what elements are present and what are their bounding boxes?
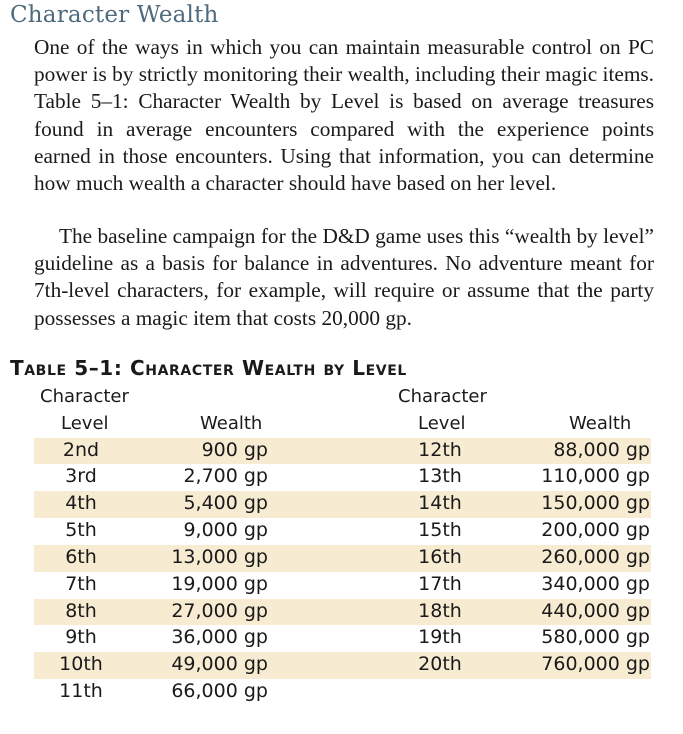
left-level-header-line1: Character bbox=[40, 386, 129, 407]
wealth-cell: 2,700 gp bbox=[183, 465, 268, 488]
level-cell: 3rd bbox=[65, 465, 97, 488]
section-title: Character Wealth bbox=[10, 2, 219, 28]
level-cell: 20th bbox=[418, 653, 462, 676]
wealth-cell: 900 gp bbox=[201, 438, 268, 461]
level-cell: 17th bbox=[418, 572, 462, 595]
level-cell: 9th bbox=[65, 626, 97, 649]
wealth-cell: 27,000 gp bbox=[171, 599, 268, 622]
wealth-cell: 760,000 gp bbox=[541, 653, 650, 676]
level-cell: 5th bbox=[65, 519, 97, 542]
level-cell: 19th bbox=[418, 626, 462, 649]
right-level-header-line1: Character bbox=[398, 386, 487, 407]
wealth-cell: 9,000 gp bbox=[183, 519, 268, 542]
level-cell: 14th bbox=[418, 492, 462, 515]
wealth-cell: 19,000 gp bbox=[171, 572, 268, 595]
level-cell: 18th bbox=[418, 599, 462, 622]
wealth-cell: 200,000 gp bbox=[541, 519, 650, 542]
level-cell: 6th bbox=[65, 545, 97, 568]
wealth-cell: 580,000 gp bbox=[541, 626, 650, 649]
body-paragraph-2: The baseline campaign for the D&D game uses this “wealth by level” guideline as a basis for balance in adventures. No adventure meant for 7th-level characters, for example, will require or assume that the party possesses a magic item that costs 20,000 gp. bbox=[34, 224, 654, 330]
level-cell: 16th bbox=[418, 545, 462, 568]
level-cell: 13th bbox=[418, 465, 462, 488]
level-cell: 2nd bbox=[62, 438, 100, 461]
wealth-cell: 5,400 gp bbox=[183, 492, 268, 515]
level-cell: 10th bbox=[59, 653, 103, 676]
right-level-header-line2: Level bbox=[418, 413, 466, 434]
wealth-cell: 260,000 gp bbox=[541, 545, 650, 568]
wealth-cell: 110,000 gp bbox=[541, 465, 650, 488]
left-level-header-line2: Level bbox=[61, 413, 109, 434]
wealth-cell: 340,000 gp bbox=[541, 572, 650, 595]
right-wealth-header: Wealth bbox=[569, 413, 632, 434]
wealth-cell: 13,000 gp bbox=[171, 545, 268, 568]
left-wealth-header: Wealth bbox=[200, 413, 263, 434]
wealth-cell: 66,000 gp bbox=[171, 680, 268, 703]
wealth-cell: 150,000 gp bbox=[541, 492, 650, 515]
wealth-cell: 440,000 gp bbox=[541, 599, 650, 622]
table-title: Table 5–1: Character Wealth by Level bbox=[10, 356, 407, 380]
level-cell: 8th bbox=[65, 599, 97, 622]
level-cell: 12th bbox=[418, 438, 462, 461]
wealth-cell: 49,000 gp bbox=[171, 653, 268, 676]
level-cell: 11th bbox=[59, 680, 103, 703]
wealth-cell: 36,000 gp bbox=[171, 626, 268, 649]
level-cell: 7th bbox=[65, 572, 97, 595]
level-cell: 15th bbox=[418, 519, 462, 542]
wealth-cell: 88,000 gp bbox=[553, 438, 650, 461]
level-cell: 4th bbox=[65, 492, 97, 515]
body-paragraph-1: One of the ways in which you can maintain measurable control on PC power is by strictly monitoring their wealth, including their magic items. Table 5–1: Character Wealth by Level is based on average treasures found in average encounters compared with the experience points earned in those encounters. Using that information, you can determine how much wealth a character should have based on her level. bbox=[34, 35, 654, 196]
